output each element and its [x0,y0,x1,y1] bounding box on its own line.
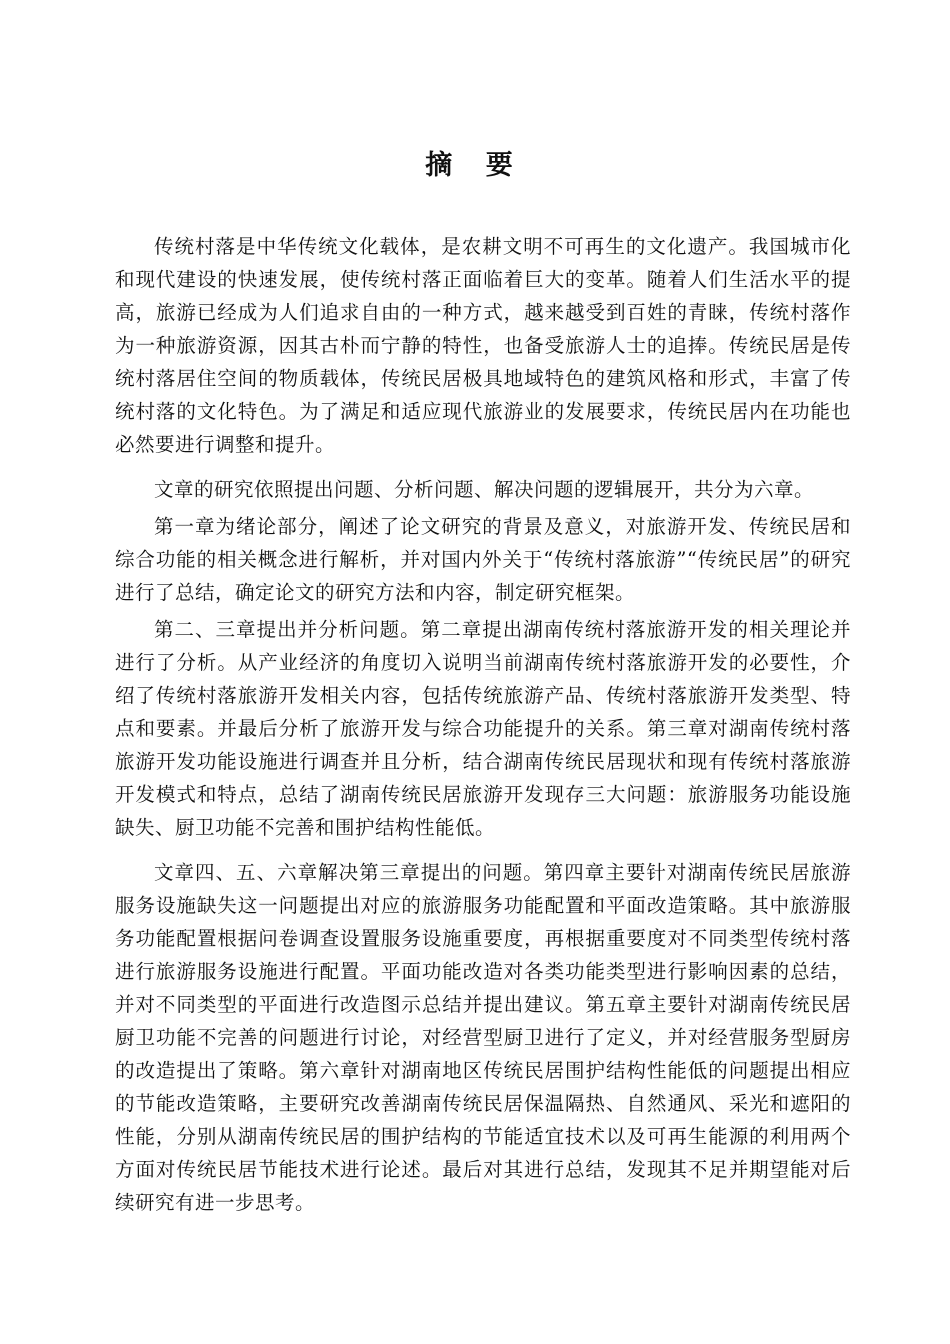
abstract-paragraph-2: 文章的研究依照提出问题、分析问题、解决问题的逻辑展开，共分为六章。 [154,478,815,501]
abstract-paragraph-4: 第二、三章提出并分析问题。第二章提出湖南传统村落旅游开发的相关理论并进行了分析。从产业经济的角度切入说明当前湖南传统村落旅游开发的必要性，介绍了传统村落旅游开发相关内容，包括传统旅游产品、传统村落旅游开发类型、特点和要素。并最后分析了旅游开发与综合功能提升的关系。第三章对湖南传统村落旅游开发功能设施进行调查并且分析，结合湖南传统民居现状和现有传统村落旅游开发模式和特点，总结了湖南传统民居旅游开发现存三大问题：旅游服务功能设施缺失、厨卫功能不完善和围护结构性能低。 [115,618,851,839]
abstract-paragraph-1: 传统村落是中华传统文化载体，是农耕文明不可再生的文化遗产。我国城市化和现代建设的快速发展，使传统村落正面临着巨大的变革。随着人们生活水平的提高，旅游已经成为人们追求自由的一种方式，越来越受到百姓的青睐，传统村落作为一种旅游资源，因其古朴而宁静的特性，也备受旅游人士的追捧。传统民居是传统村落居住空间的物质载体，传统民居极具地域特色的建筑风格和形式，丰富了传统村落的文化特色。为了满足和适应现代旅游业的发展要求，传统民居内在功能也必然要进行调整和提升。 [115,235,851,456]
abstract-paragraph-5: 文章四、五、六章解决第三章提出的问题。第四章主要针对湖南传统民居旅游服务设施缺失这一问题提出对应的旅游服务功能配置和平面改造策略。其中旅游服务功能配置根据问卷调查设置服务设施重要度，再根据重要度对不同类型传统村落进行旅游服务设施进行配置。平面功能改造对各类功能类型进行影响因素的总结，并对不同类型的平面进行改造图示总结并提出建议。第五章主要针对湖南传统民居厨卫功能不完善的问题进行讨论，对经营型厨卫进行了定义，并对经营服务型厨房的改造提出了策略。第六章针对湖南地区传统民居围护结构性能低的问题提出相应的节能改造策略，主要研究改善湖南传统民居保温隔热、自然通风、采光和遮阳的性能，分别从湖南传统民居的围护结构的节能适宜技术以及可再生能源的利用两个方面对传统民居节能技术进行论述。最后对其进行总结，发现其不足并期望能对后续研究有进一步思考。 [115,861,851,1214]
abstract-body [115,230,851,1219]
abstract-paragraph-3: 第一章为绪论部分，阐述了论文研究的背景及意义，对旅游开发、传统民居和综合功能的相关概念进行解析，并对国内外关于“传统村落旅游”“传统民居”的研究进行了总结，确定论文的研究方法和内容，制定研究框架。 [115,515,851,604]
abstract-title: 摘 要 [425,150,525,181]
